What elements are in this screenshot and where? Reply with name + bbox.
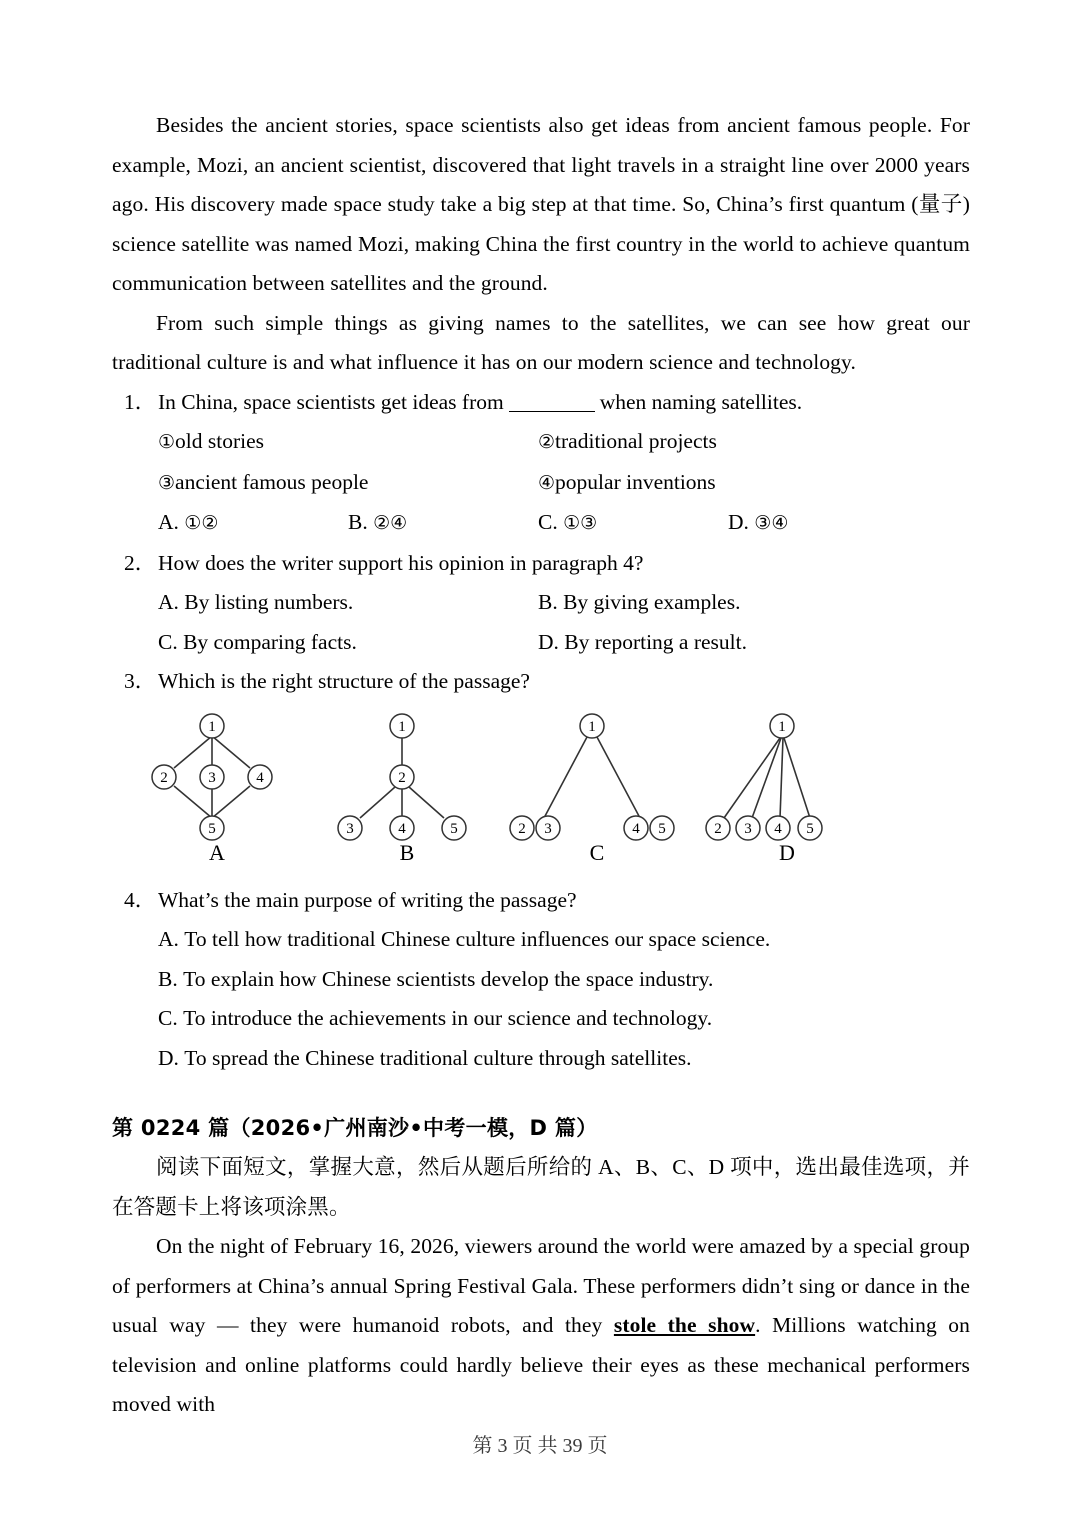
- question-4-option-d-text: To spread the Chinese traditional culture through satellites.: [184, 1045, 692, 1070]
- question-1-stem-after: when naming satellites.: [599, 389, 803, 414]
- diagram-option-c[interactable]: [492, 706, 702, 881]
- svg-text:5: 5: [450, 820, 458, 837]
- diagram-option-b[interactable]: [302, 706, 512, 881]
- question-3: [112, 662, 970, 881]
- question-3-stem-text: Which is the right structure of the passage?: [158, 669, 530, 693]
- question-1-suboption-3[interactable]: [158, 463, 538, 504]
- diagram-option-d[interactable]: [682, 706, 892, 881]
- answer-blank[interactable]: [509, 411, 595, 412]
- svg-text:4: 4: [256, 769, 264, 786]
- diagram-a-graphic: [112, 706, 322, 846]
- question-1: [112, 383, 970, 544]
- svg-text:5: 5: [208, 820, 216, 837]
- question-1-suboption-2-text: traditional projects: [555, 429, 717, 453]
- question-4-option-c-row: [112, 999, 970, 1039]
- question-1-option-a-text: ①②: [184, 512, 219, 534]
- question-4-option-b-text: To explain how Chinese scientists develop the space industry.: [183, 966, 714, 991]
- question-2-option-d-text: D.: [538, 629, 559, 654]
- svg-text:1: 1: [398, 718, 406, 735]
- section-instruction: 阅读下面短文，掌握大意，然后从题后所给的 A、B、C、D 项中，选出最佳选项，并在答题卡上将该项涂黑。: [112, 1155, 970, 1219]
- question-2-option-a[interactable]: A. By listing numbers.: [158, 590, 354, 614]
- next-passage-paragraph: [112, 1227, 970, 1425]
- diagram-b-label: B: [399, 839, 415, 865]
- diagram-d-label: D: [779, 839, 795, 865]
- next-passage-part2: . Millions watching on television and online platforms could hardly believe their eyes as these mechanical performers moved with: [112, 1313, 971, 1416]
- question-2-stem-text: How does the writer support his opinion in paragraph 4?: [158, 550, 644, 575]
- question-3-diagram-group: [112, 706, 970, 881]
- question-1-option-d[interactable]: [728, 503, 918, 544]
- svg-text:1: 1: [208, 718, 216, 735]
- question-1-stem-before: In China, space scientists get ideas from: [158, 389, 504, 414]
- svg-text:2: 2: [160, 769, 168, 786]
- question-2-stem: [112, 544, 970, 584]
- question-1-option-d-label: D.: [728, 510, 749, 534]
- question-4: [112, 881, 970, 1079]
- svg-text:2: 2: [714, 820, 722, 837]
- next-passage-part1: On the night of February 16, 2026, viewers around the world were amazed by a special group of performers at China’s annual Spring Festival Gala. These performers didn’t sing or dance in the usual way — they were humanoid robots, and they: [112, 1234, 970, 1337]
- question-4-stem: [112, 881, 970, 921]
- question-1-suboption-3-text: ancient famous people: [175, 469, 369, 494]
- question-2-number: 2．: [124, 550, 157, 575]
- diagram-b-graphic: [302, 706, 512, 846]
- question-1-option-b[interactable]: [348, 503, 538, 544]
- question-3-number: 3．: [124, 669, 157, 693]
- svg-text:5: 5: [806, 820, 814, 837]
- document-page: [112, 0, 970, 1527]
- question-1-stem: [112, 383, 970, 423]
- passage-paragraph-2: From such simple things as giving names to the satellites, we can see how great our traditional culture is and what influence it has on our modern science and technology.: [112, 310, 970, 374]
- circled-number-1-icon: ①: [158, 431, 176, 453]
- question-2: [112, 544, 970, 663]
- svg-text:1: 1: [588, 718, 596, 735]
- question-2-option-b-text: B.: [538, 590, 558, 614]
- svg-text:4: 4: [632, 820, 640, 837]
- circled-number-4-icon: ④: [538, 471, 556, 494]
- circled-number-2-icon: ②: [538, 431, 556, 453]
- question-1-option-d-text: ③④: [754, 512, 789, 534]
- svg-text:2: 2: [398, 769, 406, 786]
- section-heading: 第 0224 篇（2026•广州南沙•中考一模，D 篇）: [112, 1116, 598, 1140]
- svg-text:3: 3: [744, 820, 752, 837]
- question-1-option-row: [112, 503, 970, 544]
- question-1-suboption-row-2: [112, 463, 970, 504]
- diagram-a-label: A: [209, 839, 225, 865]
- question-4-option-b[interactable]: B. To explain how Chinese scientists develop the space industry.: [158, 966, 714, 991]
- svg-text:2: 2: [518, 820, 526, 837]
- passage-paragraph-1: Besides the ancient stories, space scientists also get ideas from ancient famous people. For example, Mozi, an ancient scientist, discovered that light travels in a straight line over 2000 years ago. His discovery made space study take a big step at that time. So, China’s first quantum (量子) science satellite was named Mozi, making China the first country in the world to achieve quantum communication between satellites and the ground.: [112, 113, 970, 295]
- question-2-option-b[interactable]: B. By giving examples.: [538, 590, 741, 614]
- question-1-suboption-2[interactable]: [538, 422, 970, 463]
- question-4-option-c-text: To introduce the achievements in our science and technology.: [183, 1006, 713, 1030]
- question-1-option-c[interactable]: [538, 503, 728, 544]
- question-2-option-d[interactable]: D. By reporting a result.: [538, 629, 747, 654]
- question-1-option-b-text: ②④: [373, 512, 408, 534]
- question-2-option-row-1: [112, 583, 970, 623]
- question-4-option-a-text: To tell how traditional Chinese culture influences our space science.: [184, 927, 771, 951]
- diagram-d-graphic: [682, 706, 892, 846]
- question-1-option-c-text: ①③: [563, 512, 598, 534]
- question-4-option-c[interactable]: C. To introduce the achievements in our science and technology.: [158, 1006, 713, 1030]
- question-2-option-c-text: C.: [158, 629, 178, 654]
- question-4-number: 4．: [124, 887, 157, 912]
- question-3-stem: [112, 662, 970, 702]
- question-4-option-d-row: [112, 1039, 970, 1079]
- question-1-option-c-label: C.: [538, 510, 558, 534]
- svg-text:3: 3: [208, 769, 216, 786]
- question-1-suboption-4-text: popular inventions: [555, 469, 716, 494]
- svg-text:3: 3: [544, 820, 552, 837]
- svg-text:4: 4: [398, 820, 406, 837]
- question-1-number: 1．: [124, 389, 157, 414]
- diagram-option-a[interactable]: [112, 706, 322, 881]
- question-2-option-row-2: [112, 623, 970, 663]
- question-4-option-b-row: [112, 960, 970, 1000]
- question-4-option-a[interactable]: A. To tell how traditional Chinese culture influences our space science.: [158, 927, 771, 951]
- question-4-stem-text: What’s the main purpose of writing the passage?: [158, 887, 577, 912]
- question-1-suboption-row-1: [112, 422, 970, 463]
- svg-text:4: 4: [774, 820, 782, 837]
- svg-text:5: 5: [658, 820, 666, 837]
- question-1-suboption-1[interactable]: [158, 422, 538, 463]
- question-1-option-a-label: A.: [158, 510, 179, 534]
- next-passage-highlight: stole the show: [613, 1313, 756, 1337]
- diagram-c-label: C: [589, 839, 605, 865]
- question-1-suboption-1-text: old stories: [175, 429, 265, 453]
- circled-number-3-icon: ③: [158, 471, 176, 494]
- svg-text:1: 1: [778, 718, 786, 735]
- question-2-option-c[interactable]: C. By comparing facts.: [158, 629, 357, 654]
- page-footer: 第 3 页 共 39 页: [472, 1435, 608, 1457]
- question-4-option-a-row: [112, 920, 970, 960]
- question-4-option-d[interactable]: D. To spread the Chinese traditional culture through satellites.: [158, 1045, 692, 1070]
- question-2-option-a-text: A.: [158, 590, 179, 614]
- question-1-suboption-4[interactable]: [538, 463, 970, 504]
- question-1-option-b-label: B.: [348, 510, 368, 534]
- question-1-option-a[interactable]: [158, 503, 348, 544]
- diagram-c-graphic: [492, 706, 702, 846]
- svg-text:3: 3: [346, 820, 354, 837]
